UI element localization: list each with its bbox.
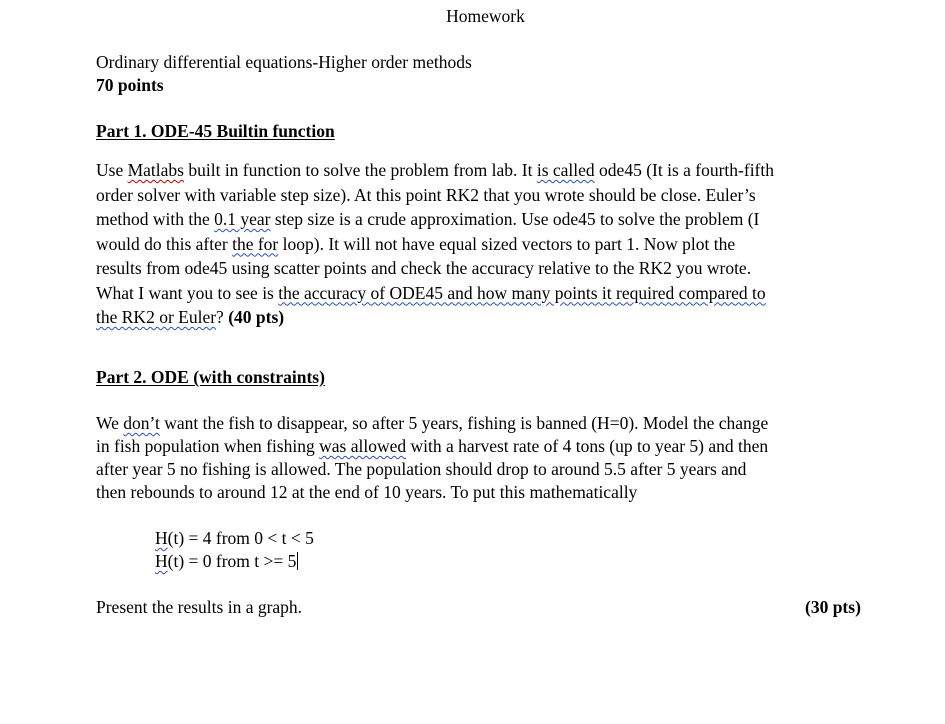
part2-heading-text: Part 2. ODE (with constraints) — [96, 367, 325, 387]
grammar-flag: H — [155, 528, 168, 548]
text-run: with a harvest rate of 4 tons (up to year 5) and then — [406, 436, 769, 456]
part2-line-3: after year 5 no fishing is allowed. The population should drop to around 5.5 after 5 years and — [96, 459, 747, 479]
equation-harvest-on — [155, 528, 314, 549]
part2-paragraph — [96, 412, 886, 504]
grammar-flag: is called — [536, 160, 595, 180]
grammar-flag: 0.1 year — [214, 209, 271, 229]
part1-line-7 — [96, 305, 886, 330]
grammar-flag: was allowed — [319, 436, 407, 456]
text-run: want the fish to disappear, so after 5 years, fishing is banned (H=0). Model the change — [159, 413, 769, 433]
part1-paragraph — [96, 158, 886, 330]
document-title: Homework — [446, 6, 525, 26]
part1-line-4 — [96, 232, 886, 257]
text-run: would do this after — [96, 233, 233, 254]
text-cursor — [297, 552, 298, 570]
part1-line-5: results from ode45 using scatter points and check the accuracy relative to the RK2 you wrote. — [96, 258, 752, 278]
part1-line-2: order solver with variable step size). At this point RK2 that you wrote should be close. Euler’s — [96, 184, 756, 205]
assignment-subtitle: Ordinary differential equations-Higher order methods — [96, 52, 472, 72]
grammar-flag: the accuracy of ODE45 and how many points it required compared to — [278, 282, 766, 303]
grammar-flag: H — [155, 551, 168, 571]
part2-line-4: then rebounds to around 12 at the end of 10 years. To put this mathematically — [96, 482, 638, 502]
text-run: (t) = 0 from t >= 5 — [167, 551, 297, 571]
grammar-flag: don’t — [123, 413, 160, 433]
equation-harvest-off[interactable] — [155, 551, 298, 572]
part1-line-1 — [96, 158, 886, 183]
text-run: ode45 (It is a fourth-fifth — [594, 160, 774, 180]
text-run: We — [96, 413, 124, 433]
part2-line-2 — [96, 435, 886, 458]
part1-line-6 — [96, 281, 886, 306]
text-run: (t) = 4 from 0 < t < 5 — [167, 528, 314, 548]
part2-heading — [96, 367, 325, 388]
part1-points: (40 pts) — [228, 307, 285, 327]
grammar-flag: the for — [232, 233, 279, 254]
part2-points: (30 pts) — [805, 597, 861, 617]
text-run: in fish population when fishing — [96, 436, 320, 456]
text-run: built in function to solve the problem from lab. It — [183, 160, 537, 180]
part1-heading — [96, 121, 335, 142]
part1-heading-text: Part 1. ODE-45 Builtin function — [96, 121, 335, 141]
part2-line-1 — [96, 412, 886, 435]
spelling-flag: Matlabs — [127, 160, 184, 180]
text-run: step size is a crude approximation. Use ode45 to solve the problem (I — [270, 209, 760, 229]
part1-line-3 — [96, 207, 886, 232]
text-run: What I want you to see is — [96, 282, 279, 303]
text-run: method with the — [96, 209, 215, 229]
grammar-flag: the RK2 or Euler — [96, 307, 217, 327]
text-run: loop). It will not have equal sized vectors to part 1. Now plot the — [278, 233, 736, 254]
total-points: 70 points — [96, 75, 164, 95]
text-run: ? — [216, 307, 229, 327]
text-run: Use — [96, 160, 128, 180]
present-instruction: Present the results in a graph. — [96, 597, 303, 617]
